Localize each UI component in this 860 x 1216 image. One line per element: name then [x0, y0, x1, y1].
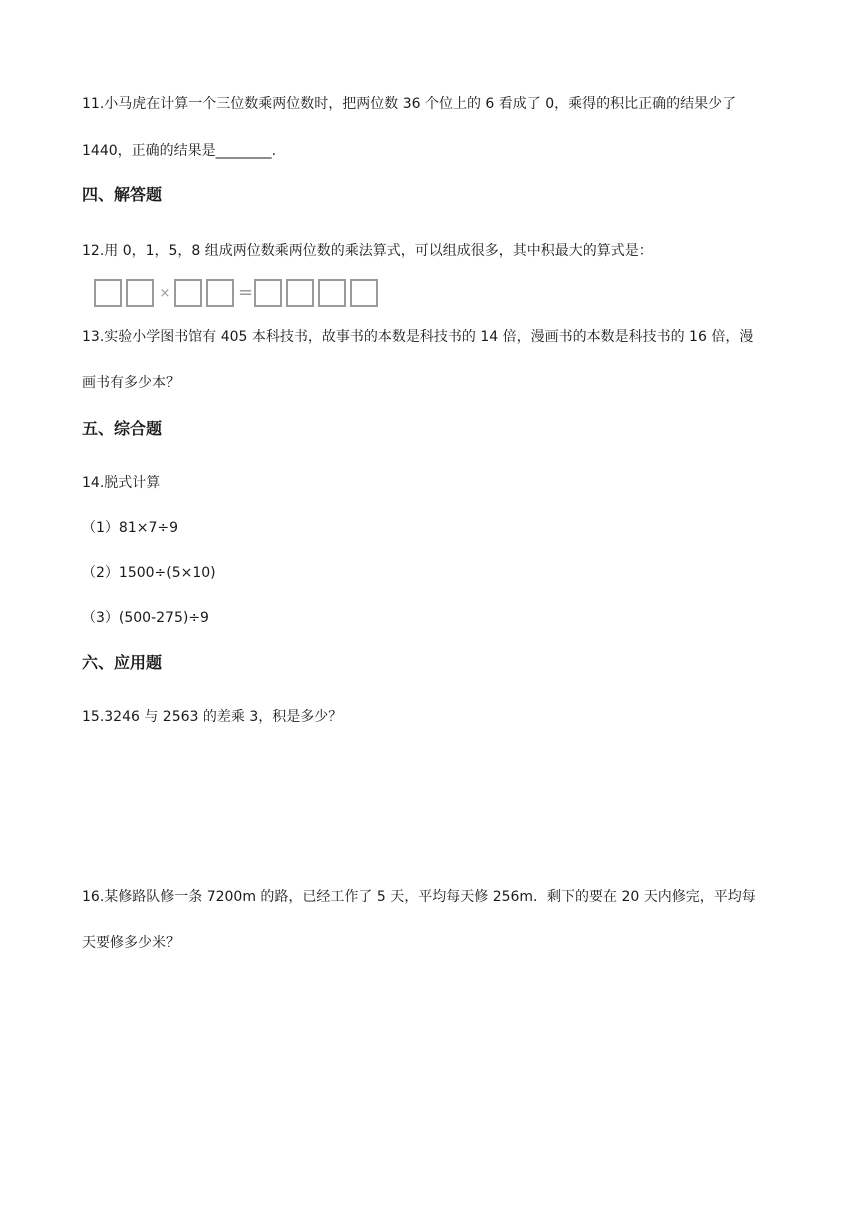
answer-box[interactable]: [174, 279, 202, 307]
multiplication-answer-boxes: [94, 277, 382, 309]
section-heading-6: 六、应用题: [82, 653, 163, 672]
answer-box[interactable]: [126, 279, 154, 307]
question-14-item-2: （2）1500÷(5×10): [82, 565, 216, 581]
question-14-item-1: （1）81×7÷9: [82, 520, 178, 536]
section-heading-4: 四、解答题: [82, 185, 163, 204]
question-16-line-1: 16.某修路队修一条 7200m 的路，已经工作了 5 天，平均每天修 256m．剩下的要在 20 天内修完，平均每: [82, 889, 756, 905]
answer-box[interactable]: [206, 279, 234, 307]
question-13-line-2: 画书有多少本？: [82, 375, 180, 391]
answer-box[interactable]: [254, 279, 282, 307]
question-14-item-3: （3）(500-275)÷9: [82, 610, 209, 626]
answer-box[interactable]: [318, 279, 346, 307]
question-15-text: 15.3246 与 2563 的差乘 3，积是多少？: [82, 709, 343, 725]
times-sign: ×: [159, 285, 171, 301]
question-12-text: 12.用 0，1，5，8 组成两位数乘两位数的乘法算式，可以组成很多，其中积最大的算式是：: [82, 243, 653, 259]
question-11-line-1: 11.小马虎在计算一个三位数乘两位数时，把两位数 36 个位上的 6 看成了 0，乘得的积比正确的结果少了: [82, 96, 737, 112]
question-16-line-2: 天要修多少米？: [82, 935, 180, 951]
question-14-title: 14.脱式计算: [82, 475, 161, 491]
answer-box[interactable]: [94, 279, 122, 307]
answer-box[interactable]: [350, 279, 378, 307]
question-13-line-1: 13.实验小学图书馆有 405 本科技书，故事书的本数是科技书的 14 倍，漫画书的本数是科技书的 16 倍，漫: [82, 329, 754, 345]
section-heading-5: 五、综合题: [82, 419, 163, 438]
answer-box[interactable]: [286, 279, 314, 307]
equals-sign: =: [238, 282, 254, 303]
question-11-line-2: 1440，正确的结果是________.: [82, 143, 277, 159]
